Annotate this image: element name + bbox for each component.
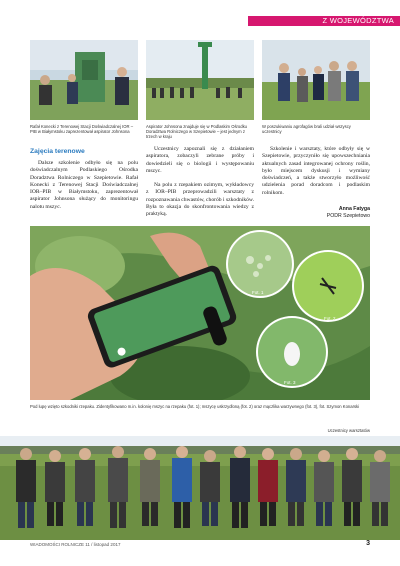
caption-photo2: Aspirator Johnsona znajduje się w Podlaskim Ośrodku Doradztwa Rolniczego w Szepietowie – jest jednym z trzech w kraju <box>146 124 248 140</box>
photo-participants-search <box>262 40 370 120</box>
col2-text-1: Uczestnicy zapoznali się z działaniem aspiratora, zobaczyli zebrane próby i dowiedzieli się o biologii i występowaniu mszyc. <box>146 146 254 174</box>
inset-label-1: Fot. 1 <box>252 290 264 295</box>
signature <box>262 206 370 219</box>
caption-photo1: Rafał Konecki z Terenowej Stacji Doświadczalnej IOR – PIB w Białymstoku zaprezentował aspirator Johnsona <box>30 124 134 135</box>
col1-text: Dalsze szkolenie odbyło się na polu doświadczalnym Podlaskiego Ośrodka Doradztwa Rolniczego w Szepietowie. Rafał Konecki z Terenowej Stacji Doświadczalnej IOR–PIB w Białymstoku, zaprezentował aspirator Johnsona służący do monitoringu nalotu mszyc. <box>30 160 138 210</box>
footer-magazine: WIADOMOŚCI ROLNICZE 11 / listopad 2017 <box>30 542 121 547</box>
section-title: Zajęcia terenowe <box>30 148 85 155</box>
page-number: 3 <box>366 540 370 547</box>
caption-photo4: Pod lupę wzięto szkodniki rzepaku. Zidentyfikowano m.in. kolonię mszyc na rzepaku (fot. 1); mszycę uskrzydloną (fot. 2) oraz mączlika warzywnego (fot. 3), fot. Szymon Konarski <box>30 404 360 409</box>
photo-aspirator-presentation <box>30 40 138 120</box>
photo-rapeseed-pests <box>30 226 370 400</box>
caption-photo5: Uczestnicy warsztatów <box>327 428 370 433</box>
signature-org: PODR Szepietowo <box>326 212 370 219</box>
photo-group <box>0 436 400 540</box>
photo-aspirator-field <box>146 40 254 120</box>
inset-label-3: Fot. 3 <box>284 380 296 385</box>
col2-text-2: Na polu z rzepakiem ozimym, wykładowcy z IOR–PIB przeprowadzili warsztaty z rozpoznawania chwastów, chorób i szkodników. Była to okazja do skonfrontowania wiedzy z praktyką. <box>146 182 255 218</box>
caption-photo3: W poszukiwaniu agrofagów brali udział wszyscy uczestnicy <box>262 124 351 135</box>
col3-text: Szkolenie i warsztaty, które odbyły się w Szepietowie, przyczyniło się upowszechniania aktualnych zasad integrowanej ochrony roślin, było miejscem dyskusji i wymiany doświadczeń, a także stworzyło możliwość udzielenia porad doradcom i podlaskim rolnikom. <box>262 146 370 196</box>
section-label: Z WOJEWÓDZTWA <box>248 16 400 26</box>
inset-label-2: Fot. 2 <box>324 316 336 321</box>
signature-name: Anna Fatyga <box>338 206 370 212</box>
